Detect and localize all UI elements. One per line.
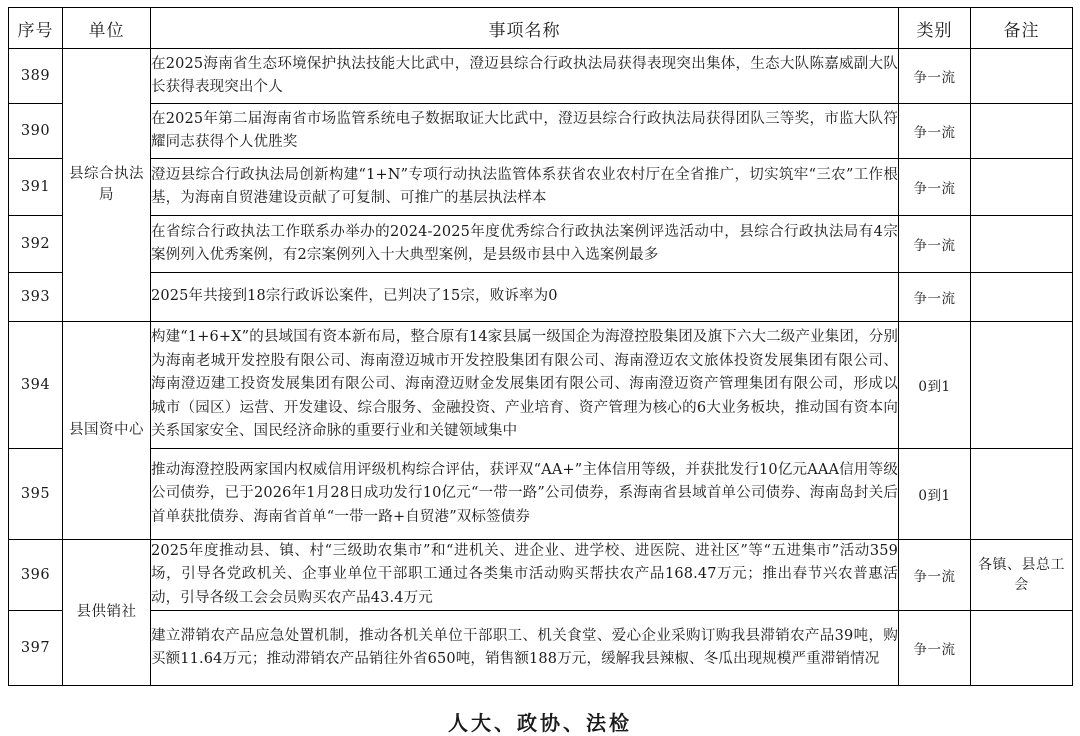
cell-unit-state-assets-center: 县国资中心 [63,322,151,540]
cell-unit-enforcement-bureau: 县综合执法局 [63,49,151,322]
table-row [9,273,1073,322]
cell-item: 2025年度推动县、镇、村“三级助农集市”和“进机关、进企业、进学校、进医院、进社区”等“五进集市”活动359场，引导各党政机关、企事业单位干部职工通过各类集市活动购买帮扶农产品168.47万元；推出春节兴农普惠活动，引导各级工会会员购买农产品43.4万元 [151,540,899,611]
column-header-seq: 序号 [9,8,63,49]
cell-seq: 397 [9,611,63,686]
cell-category: 争一流 [899,611,971,686]
header-row [9,8,1073,49]
cell-remark [971,611,1073,686]
cell-remark [971,49,1073,104]
cell-seq: 389 [9,49,63,104]
cell-remark [971,159,1073,216]
cell-category: 争一流 [899,273,971,322]
cell-seq: 393 [9,273,63,322]
section-heading: 人大、政协、法检 [448,711,632,736]
cell-item: 在2025海南省生态环境保护执法技能大比武中，澄迈县综合行政执法局获得表现突出集体，生态大队陈嘉威副大队长获得表现突出个人 [151,49,899,104]
cell-seq: 394 [9,322,63,449]
column-header-item: 事项名称 [151,8,899,49]
column-header-category: 类别 [899,8,971,49]
cell-category: 争一流 [899,540,971,611]
cell-seq: 391 [9,159,63,216]
cell-seq: 395 [9,449,63,540]
cell-category: 争一流 [899,49,971,104]
cell-category: 争一流 [899,159,971,216]
cell-seq: 392 [9,216,63,273]
cell-unit-supply-marketing: 县供销社 [63,540,151,686]
cell-remark [971,216,1073,273]
cell-item: 澄迈县综合行政执法局创新构建“1+N”专项行动执法监管体系获省农业农村厅在全省推广，切实筑牢“三农”工作根基，为海南自贸港建设贡献了可复制、可推广的基层执法样本 [151,159,899,216]
column-header-remark: 备注 [971,8,1073,49]
table-row [9,104,1073,159]
cell-seq: 390 [9,104,63,159]
cell-category: 0到1 [899,449,971,540]
cell-remark [971,273,1073,322]
cell-item: 构建“1+6+X”的县域国有资本新布局，整合原有14家县属一级国企为海澄控股集团及旗下六大二级产业集团，分别为海南老城开发控股有限公司、海南澄迈城市开发控股集团有限公司、海南澄迈农文旅体投资发展集团有限公司、海南澄迈建工投资发展集团有限公司、海南澄迈财金发展集团有限公司、海南澄迈资产管理集团有限公司，形成以城市（园区）运营、开发建设、综合服务、金融投资、产业培育、资产管理为核心的6大业务板块，推动国有资本向关系国家安全、国民经济命脉的重要行业和关键领域集中 [151,322,899,449]
table-body [9,49,1073,686]
cell-item: 推动海澄控股两家国内权威信用评级机构综合评估，获评双“AA+”主体信用等级，并获批发行10亿元AAA信用等级公司债券，已于2026年1月28日成功发行10亿元“一带一路”公司债券，系海南省县域首单公司债券、海南岛封关后首单获批债券、海南省首单“一带一路+自贸港”双标签债券 [151,449,899,540]
cell-seq: 396 [9,540,63,611]
cell-category: 争一流 [899,216,971,273]
table-row [9,449,1073,540]
table-row [9,322,1073,449]
cell-item: 在2025年第二届海南省市场监管系统电子数据取证大比武中，澄迈县综合行政执法局获得团队三等奖，市监大队符耀同志获得个人优胜奖 [151,104,899,159]
cell-category: 争一流 [899,104,971,159]
table-row [9,49,1073,104]
table-header [9,8,1073,49]
column-header-unit: 单位 [63,8,151,49]
table-row [9,540,1073,611]
cell-remark [971,449,1073,540]
cell-remark: 各镇、县总工会 [971,540,1073,611]
cell-category: 0到1 [899,322,971,449]
table-row [9,216,1073,273]
cell-item: 在省综合行政执法工作联系办举办的2024-2025年度优秀综合行政执法案例评选活动中，县综合行政执法局有4宗案例列入优秀案例，有2宗案例列入十大典型案例，是县级市县中入选案例最多 [151,216,899,273]
table-row [9,611,1073,686]
cell-item: 建立滞销农产品应急处置机制，推动各机关单位干部职工、机关食堂、爱心企业采购订购我县滞销农产品39吨，购买额11.64万元；推动滞销农产品销往外省650吨，销售额188万元，缓解我县辣椒、冬瓜出现规模严重滞销情况 [151,611,899,686]
cell-item: 2025年共接到18宗行政诉讼案件，已判决了15宗，败诉率为0 [151,273,899,322]
cell-remark [971,104,1073,159]
cell-remark [971,322,1073,449]
table-row [9,159,1073,216]
achievements-table [8,7,1073,686]
